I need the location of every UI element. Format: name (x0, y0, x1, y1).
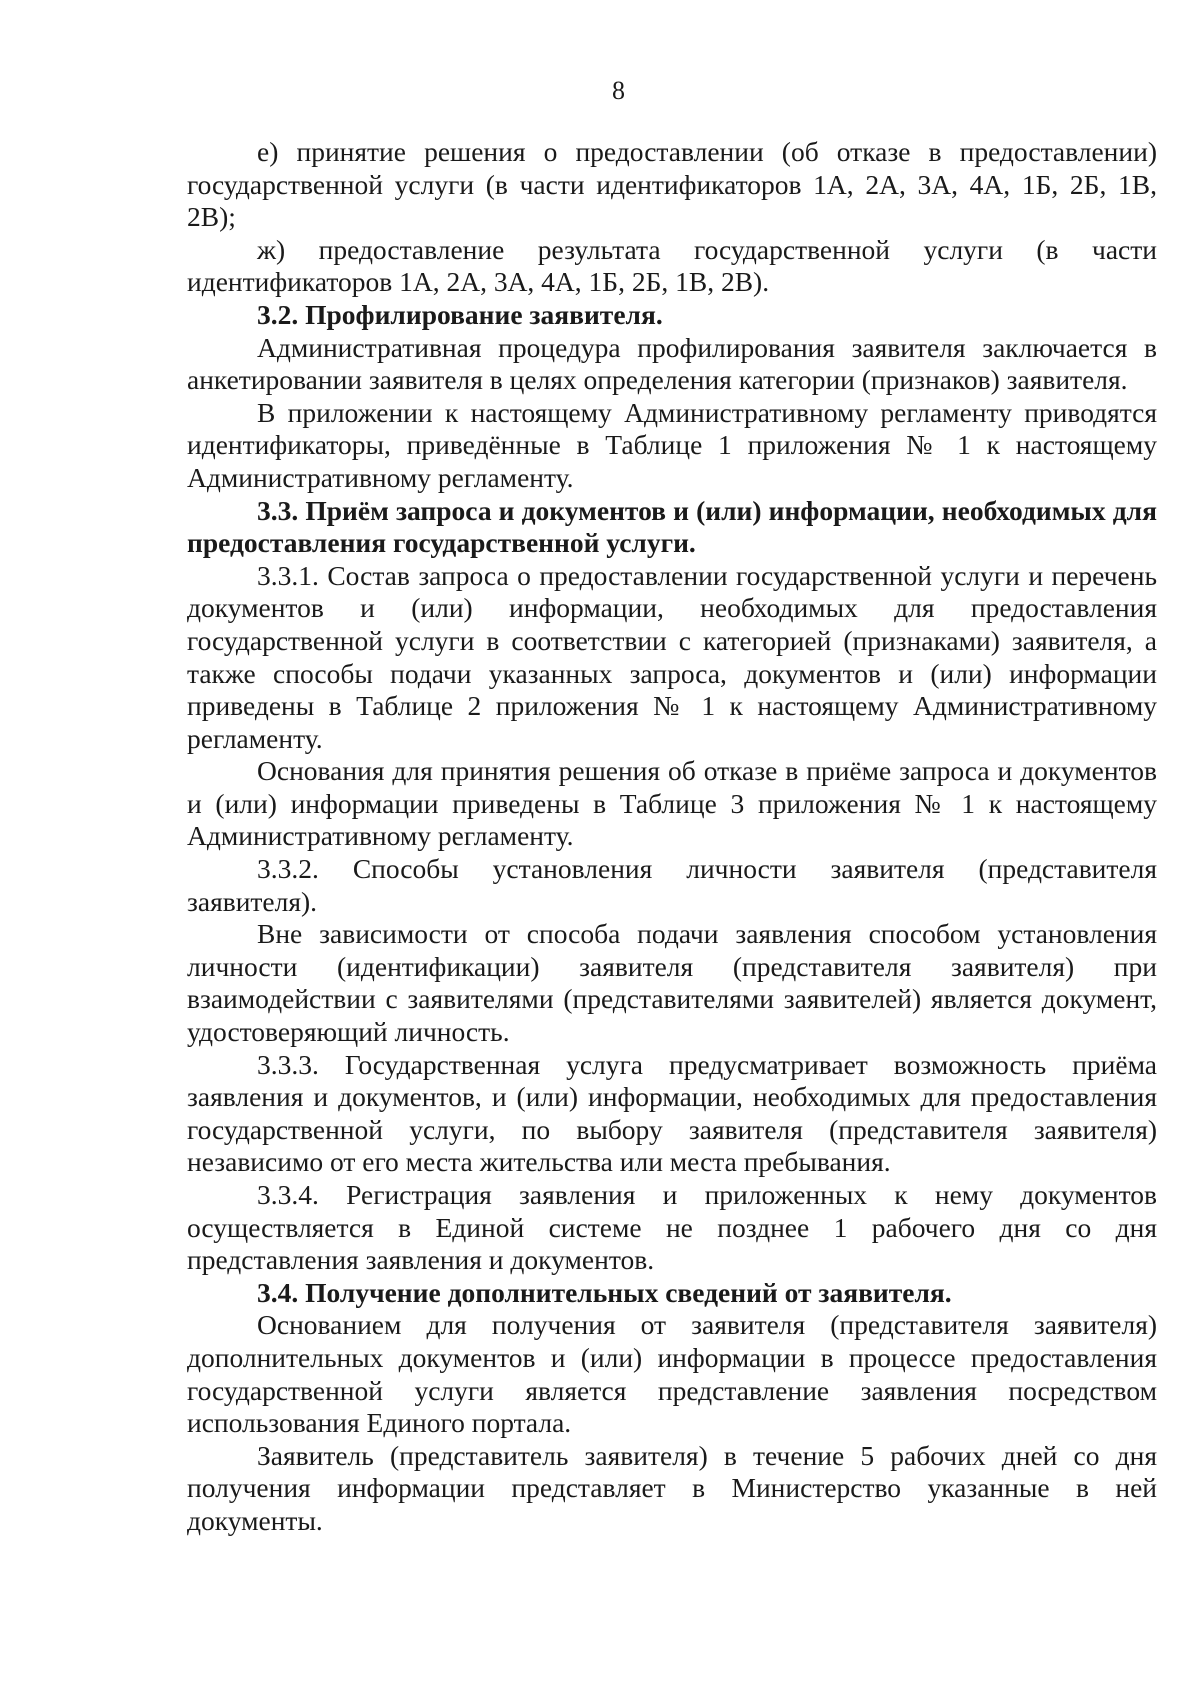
paragraph: Вне зависимости от способа подачи заявления способом установления личности (идентификации) заявителя (представителя заявителя) при взаимодействии с заявителями (представителями заявителей) является документ, удостоверяющий личность. (187, 918, 1157, 1048)
paragraph: В приложении к настоящему Административному регламенту приводятся идентификаторы, приведённые в Таблице 1 приложения № 1 к настоящему Административному регламенту. (187, 396, 1157, 493)
paragraph: Основанием для получения от заявителя (представителя заявителя) дополнительных документов и (или) информации в процессе предоставления государственной услуги является представление заявления посредством использования Единого портала. (187, 1309, 1157, 1439)
paragraph-item-e: е) принятие решения о предоставлении (об отказе в предоставлении) государственной услуги (в части идентификаторов 1А, 2А, 3А, 4А, 1Б, 2Б, 1В, 2В); (187, 136, 1157, 233)
paragraph-3-3-4: 3.3.4. Регистрация заявления и приложенных к нему документов осуществляется в Единой системе не позднее 1 рабочего дня со дня представления заявления и документов. (187, 1179, 1157, 1276)
paragraph: Административная процедура профилирования заявителя заключается в анкетировании заявителя в целях определения категории (признаков) заявителя. (187, 331, 1157, 396)
page-number: 8 (612, 76, 625, 105)
paragraph-3-3-2: 3.3.2. Способы установления личности заявителя (представителя заявителя). (187, 853, 1157, 917)
paragraph: Основания для принятия решения об отказе в приёме запроса и документов и (или) информации приведены в Таблице 3 приложения № 1 к настоящему Административному регламенту. (187, 755, 1157, 852)
paragraph: Заявитель (представитель заявителя) в течение 5 рабочих дней со дня получения информации представляет в Министерство указанные в ней документы. (187, 1439, 1157, 1536)
paragraph-3-3-3: 3.3.3. Государственная услуга предусматривает возможность приёма заявления и документов, и (или) информации, необходимых для предоставления государственной услуги, по выбору заявителя (представителя заявителя) независимо от его места жительства или места пребывания. (187, 1048, 1157, 1178)
section-heading-3-2: 3.2. Профилирование заявителя. (257, 298, 663, 330)
paragraph-item-zh: ж) предоставление результата государственной услуги (в части идентификаторов 1А, 2А, 3А, 4А, 1Б, 2Б, 1В, 2В). (187, 233, 1157, 298)
document-body (187, 136, 1157, 1538)
section-heading-3-4: 3.4. Получение дополнительных сведений от заявителя. (257, 1276, 952, 1308)
paragraph-3-3-1: 3.3.1. Состав запроса о предоставлении государственной услуги и перечень документов и (или) информации, необходимых для предоставления государственной услуги в соответствии с категорией (признаками) заявителя, а также способы подачи указанных запроса, документов и (или) информации приведены в Таблице 2 приложения № 1 к настоящему Административному регламенту. (187, 559, 1157, 754)
section-heading-3-3: 3.3. Приём запроса и документов и (или) информации, необходимых для предоставления государственной услуги. (187, 494, 1157, 559)
